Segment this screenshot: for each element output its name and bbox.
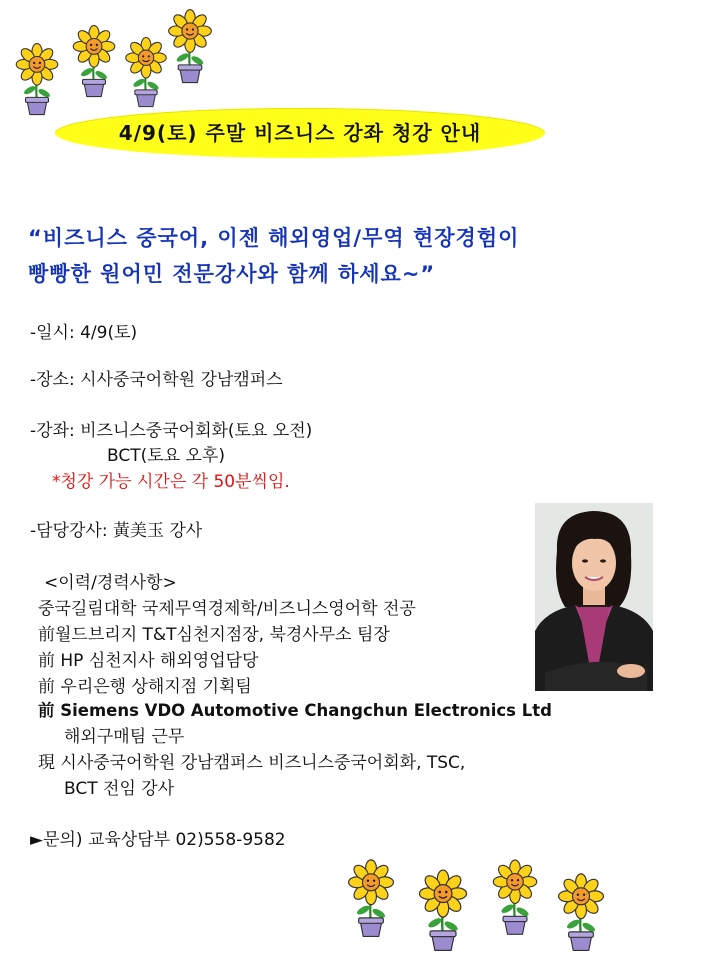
flower-decoration-icon [410, 866, 476, 952]
course-line-2: BCT(토요 오후) [107, 446, 225, 466]
event-date: -일시: 4/9(토) [30, 323, 138, 343]
flower-decoration-icon [65, 22, 123, 98]
career-item: 前 Siemens VDO Automotive Changchun Electronics Ltd [38, 701, 552, 720]
flower-decoration-icon [550, 870, 612, 952]
flower-decoration-icon [160, 6, 220, 84]
contact-info: ►문의) 교육상담부 02)558-9582 [30, 830, 286, 850]
attendance-note: *청강 가능 시간은 각 50분씩임. [52, 472, 290, 492]
career-item: 해외구매팀 근무 [64, 727, 185, 747]
instructor-photo [535, 503, 653, 691]
flower-decoration-icon [485, 856, 545, 936]
career-item: 前월드브리지 T&T심천지점장, 북경사무소 팀장 [38, 625, 390, 645]
career-item: BCT 전임 강사 [64, 779, 175, 799]
career-item: 중국길림대학 국제무역경제학/비즈니스영어학 전공 [38, 599, 416, 619]
event-place: -장소: 시사중국어학원 강남캠퍼스 [30, 370, 283, 390]
quote-line-1: “비즈니스 중국어, 이젠 해외영업/무역 현장경험이 [28, 226, 520, 250]
career-header: <이력/경력사항> [44, 573, 177, 593]
course-line-1: -강좌: 비즈니스중국어회화(토요 오전) [30, 421, 313, 441]
page-title: 4/9(토) 주말 비즈니스 강좌 청강 안내 [118, 121, 482, 145]
career-item: 前 HP 심천지사 해외영업담당 [38, 651, 259, 671]
quote-line-2: 빵빵한 원어민 전문강사와 함께 하세요~” [28, 262, 436, 286]
career-item: 前 우리은행 상해지점 기획팀 [38, 677, 252, 697]
flower-decoration-icon [340, 856, 402, 938]
flower-decoration-icon [8, 40, 66, 116]
career-item: 現 시사중국어학원 강남캠퍼스 비즈니스중국어회화, TSC, [38, 753, 466, 773]
instructor-name: -담당강사: 黃美玉 강사 [30, 521, 203, 541]
